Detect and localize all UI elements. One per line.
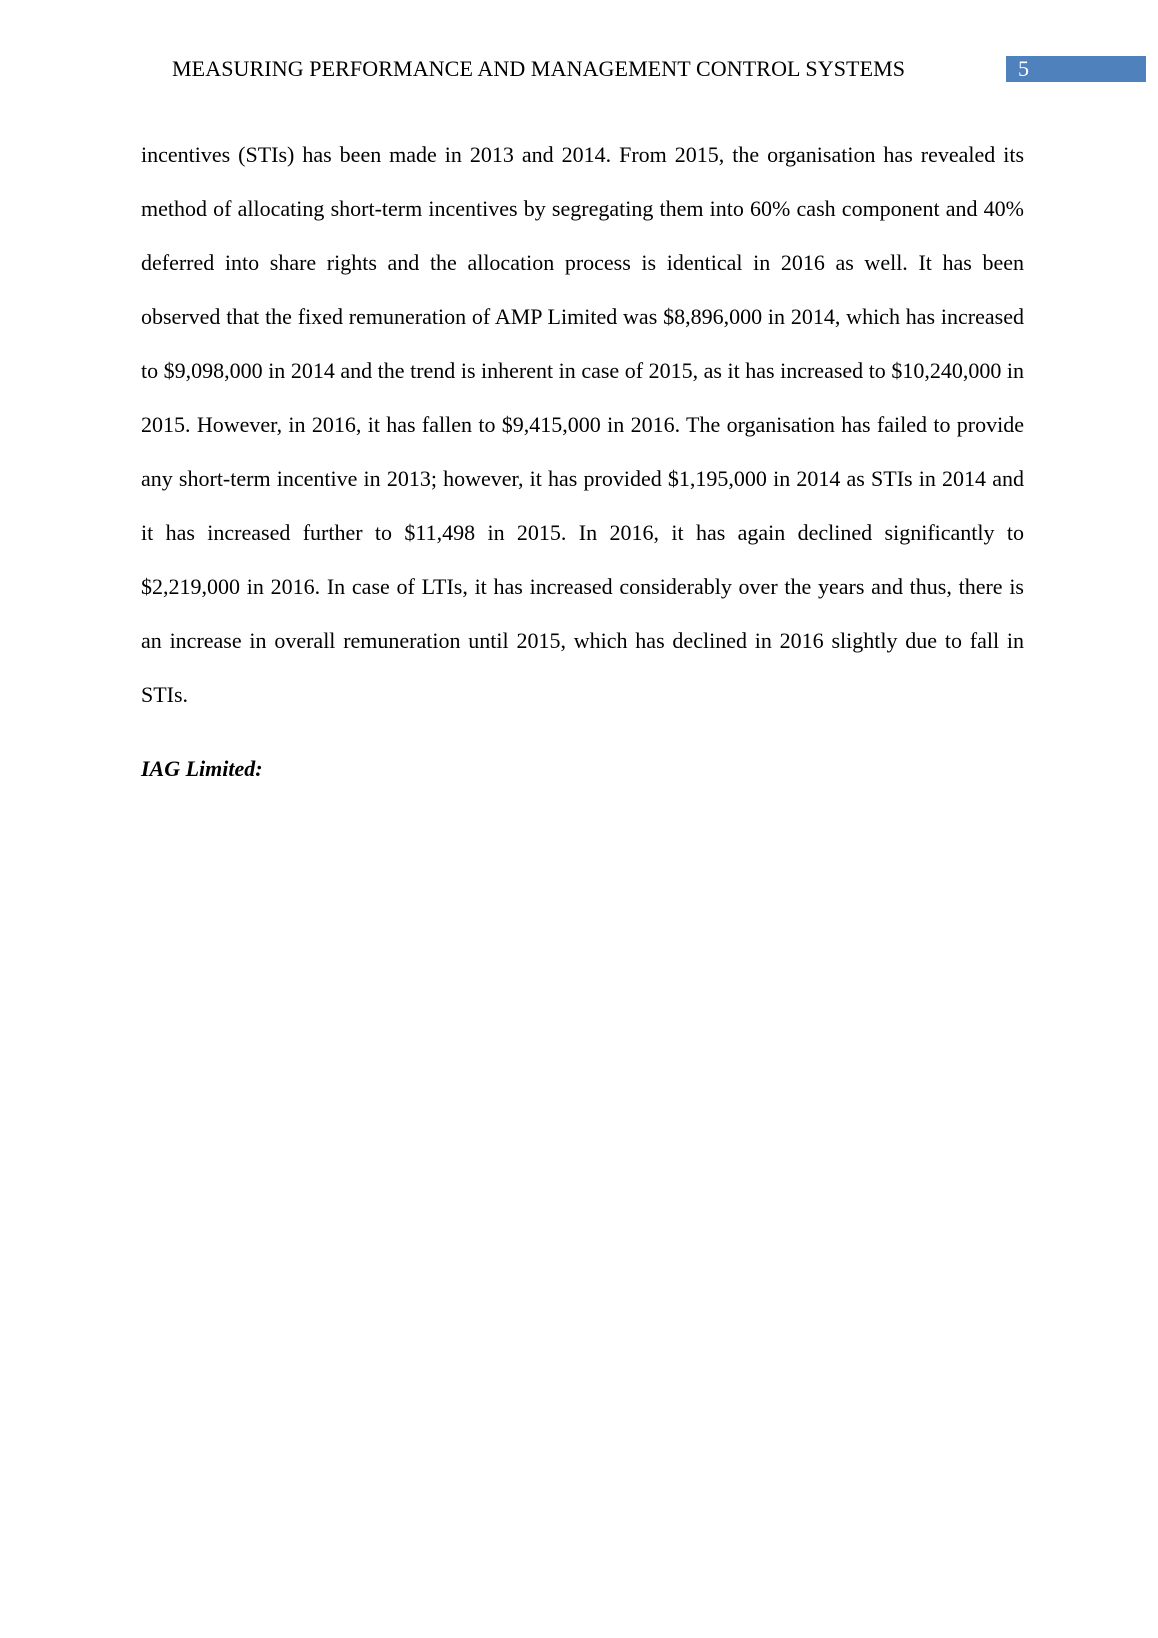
page-number: 5 xyxy=(1018,56,1029,81)
body-paragraph: incentives (STIs) has been made in 2013 and 2014. From 2015, the organisation has revealed its method of allocating short-term incentives by segregating them into 60% cash component and 40% deferred into share rights and the allocation process is identical in 2016 as well. It has been observed that the fixed remuneration of AMP Limited was $8,896,000 in 2014, which has increased to $9,098,000 in 2014 and the trend is inherent in case of 2015, as it has increased to $10,240,000 in 2015. However, in 2016, it has fallen to $9,415,000 in 2016. The organisation has failed to provide any short-term incentive in 2013; however, it has provided $1,195,000 in 2014 as STIs in 2014 and it has increased further to $11,498 in 2015. In 2016, it has again declined significantly to $2,219,000 in 2016. In case of LTIs, it has increased considerably over the years and thus, there is an increase in overall remuneration until 2015, which has declined in 2016 slightly due to fall in STIs. xyxy=(141,142,1024,707)
section-heading: IAG Limited: xyxy=(141,756,263,781)
page-number-box xyxy=(1006,56,1146,82)
page-header xyxy=(0,54,1158,84)
running-head: MEASURING PERFORMANCE AND MANAGEMENT CONTROL SYSTEMS xyxy=(172,56,906,81)
